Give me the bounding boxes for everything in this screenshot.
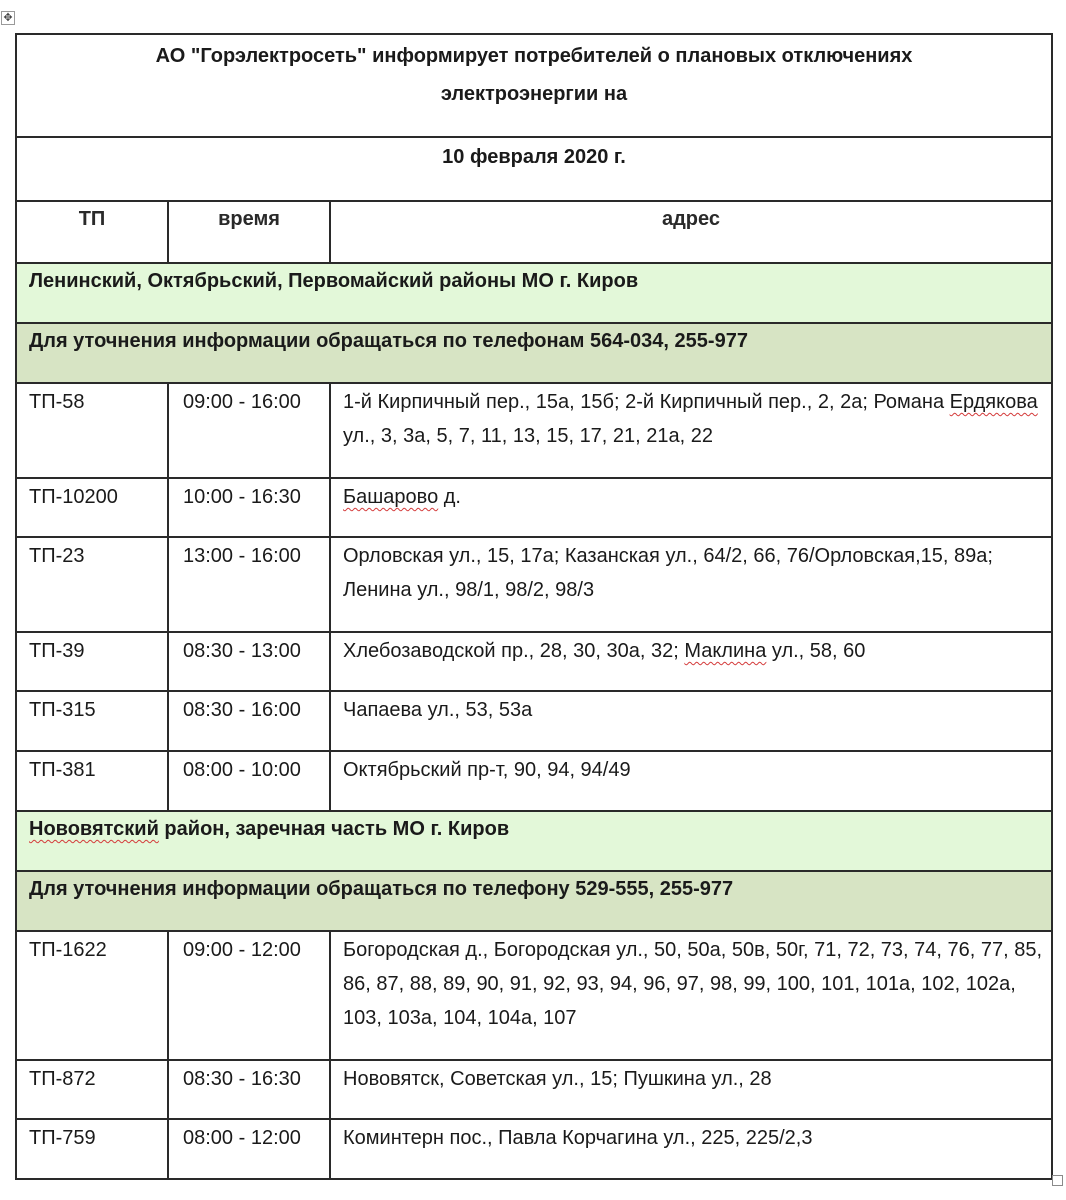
outage-schedule-table (15, 33, 1053, 1180)
table-row (16, 478, 1052, 537)
tp-cell: ТП-315 (16, 691, 168, 751)
table-row (16, 931, 1052, 1060)
column-header-row (16, 201, 1052, 263)
section-1-region: Ленинский, Октябрьский, Первомайский районы МО г. Киров (16, 263, 1052, 323)
address-cell: 1-й Кирпичный пер., 15а, 15б; 2-й Кирпичный пер., 2, 2а; Романа Ердякова ул., 3, 3а, 5, 7, 11, 13, 15, 17, 21, 21а, 22 (330, 383, 1052, 478)
announcement-title (16, 34, 1052, 137)
section-1-phone: Для уточнения информации обращаться по телефонам 564-034, 255-977 (16, 323, 1052, 383)
address-cell: Богородская д., Богородская ул., 50, 50а, 50в, 50г, 71, 72, 73, 74, 76, 77, 85, 86, 87, 88, 89, 90, 91, 92, 93, 94, 96, 97, 98, 99, 100, 101, 101а, 102, 102а, 103, 103а, 104, 104а, 107 (330, 931, 1052, 1060)
tp-cell: ТП-1622 (16, 931, 168, 1060)
table-resize-handle[interactable] (1052, 1175, 1063, 1186)
address-cell: Орловская ул., 15, 17а; Казанская ул., 64/2, 66, 76/Орловская,15, 89а; Ленина ул., 98/1, 98/2, 98/3 (330, 537, 1052, 632)
table-row (16, 1119, 1052, 1179)
time-cell: 08:00 - 12:00 (168, 1119, 330, 1179)
address-cell: Хлебозаводской пр., 28, 30, 30а, 32; Маклина ул., 58, 60 (330, 632, 1052, 691)
tp-cell: ТП-872 (16, 1060, 168, 1119)
time-cell: 10:00 - 16:30 (168, 478, 330, 537)
col-header-tp: ТП (16, 201, 168, 263)
time-cell: 08:30 - 16:30 (168, 1060, 330, 1119)
address-cell: Октябрьский пр-т, 90, 94, 94/49 (330, 751, 1052, 811)
time-cell: 09:00 - 12:00 (168, 931, 330, 1060)
tp-cell: ТП-39 (16, 632, 168, 691)
spellcheck-mark: Маклина (684, 640, 767, 662)
table-row (16, 632, 1052, 691)
section-2-phone: Для уточнения информации обращаться по телефону 529-555, 255-977 (16, 871, 1052, 931)
title-line-2: электроэнергии на (440, 83, 628, 105)
time-cell: 09:00 - 16:00 (168, 383, 330, 478)
title-line-1: АО "Горэлектросеть" информирует потребителей о плановых отключениях (155, 45, 913, 67)
table-row (16, 691, 1052, 751)
spellcheck-mark: Ердякова (949, 391, 1038, 413)
table-row (16, 751, 1052, 811)
tp-cell: ТП-58 (16, 383, 168, 478)
date-text: 10 февраля 2020 г. (442, 146, 626, 168)
col-header-address: адрес (330, 201, 1052, 263)
section-2-region: Нововятский район, заречная часть МО г. Киров (16, 811, 1052, 871)
outage-date (16, 137, 1052, 201)
time-cell: 13:00 - 16:00 (168, 537, 330, 632)
table-move-handle[interactable]: ✥ (1, 11, 15, 25)
address-cell: Башарово д. (330, 478, 1052, 537)
address-cell: Чапаева ул., 53, 53а (330, 691, 1052, 751)
table-row (16, 383, 1052, 478)
tp-cell: ТП-759 (16, 1119, 168, 1179)
time-cell: 08:30 - 13:00 (168, 632, 330, 691)
tp-cell: ТП-10200 (16, 478, 168, 537)
spellcheck-mark: Башарово (343, 486, 439, 508)
address-cell: Нововятск, Советская ул., 15; Пушкина ул., 28 (330, 1060, 1052, 1119)
tp-cell: ТП-381 (16, 751, 168, 811)
time-cell: 08:00 - 10:00 (168, 751, 330, 811)
spellcheck-mark: Нововятский (29, 818, 159, 840)
address-cell: Коминтерн пос., Павла Корчагина ул., 225, 225/2,3 (330, 1119, 1052, 1179)
table-row (16, 537, 1052, 632)
col-header-time: время (168, 201, 330, 263)
tp-cell: ТП-23 (16, 537, 168, 632)
time-cell: 08:30 - 16:00 (168, 691, 330, 751)
table-row (16, 1060, 1052, 1119)
